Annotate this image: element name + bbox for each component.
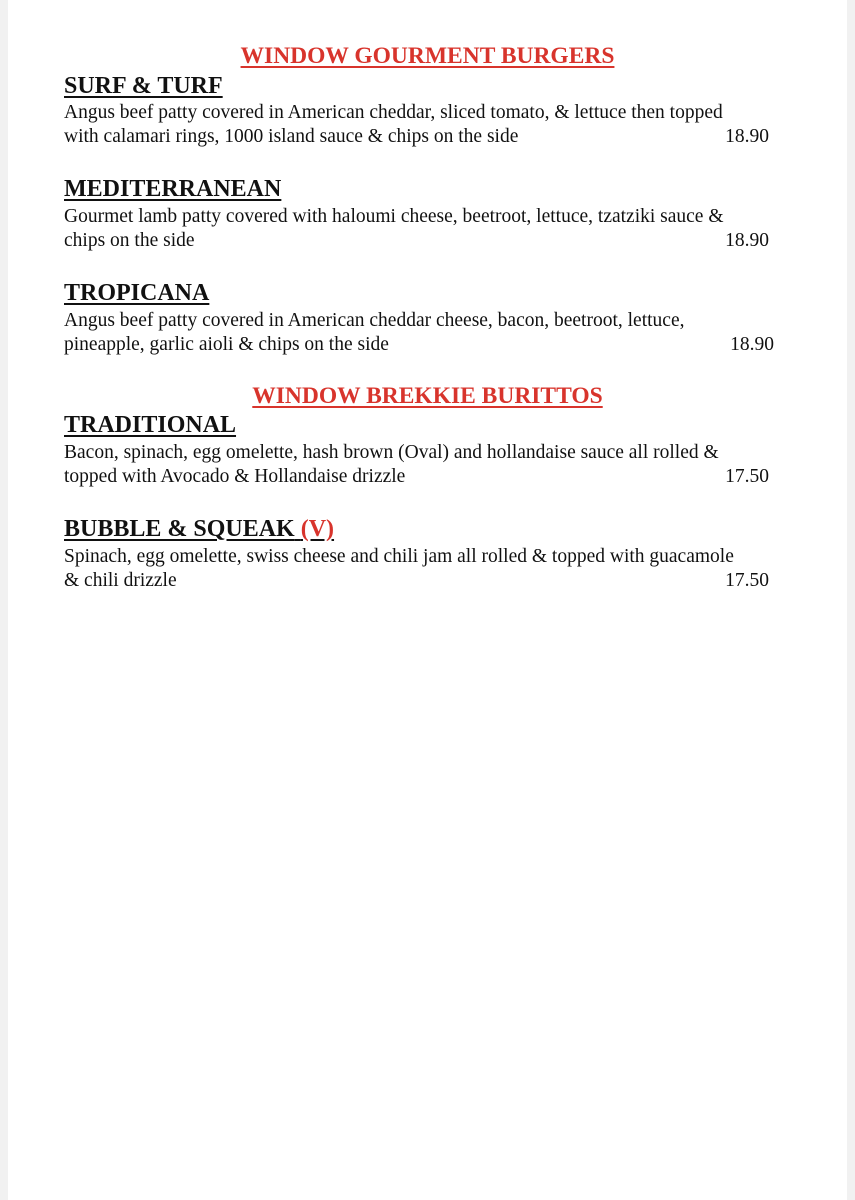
item-description-line1: Spinach, egg omelette, swiss cheese and chili jam all rolled & topped with guacamole <box>64 546 734 567</box>
item-name: TROPICANA <box>64 280 210 306</box>
item-description-line1: Bacon, spinach, egg omelette, hash brown (Oval) and hollandaise sauce all rolled & <box>64 442 719 463</box>
item-name: SURF & TURF <box>64 73 223 99</box>
section-title-burritos: WINDOW BREKKIE BURITTOS <box>252 383 603 409</box>
item-price: 18.90 <box>725 230 769 251</box>
item-price: 18.90 <box>725 126 769 147</box>
item-name-wrapper <box>64 515 334 543</box>
item-price: 18.90 <box>730 334 774 355</box>
item-description-line1: Angus beef patty covered in American cheddar cheese, bacon, beetroot, lettuce, <box>64 310 685 331</box>
item-description-line2: chips on the side <box>64 230 195 251</box>
item-price: 17.50 <box>725 466 769 487</box>
item-description-line2: & chili drizzle <box>64 570 177 591</box>
section-title-burgers: WINDOW GOURMENT BURGERS <box>240 43 615 69</box>
item-description-line2: with calamari rings, 1000 island sauce & chips on the side <box>64 126 519 147</box>
item-description-line2: pineapple, garlic aioli & chips on the side <box>64 334 389 355</box>
item-name: BUBBLE & SQUEAK <box>64 516 295 542</box>
item-description-line1: Gourmet lamb patty covered with haloumi cheese, beetroot, lettuce, tzatziki sauce & <box>64 206 724 227</box>
item-name: MEDITERRANEAN <box>64 176 282 202</box>
vegetarian-tag: (V) <box>300 516 335 542</box>
item-price: 17.50 <box>725 570 769 591</box>
item-description-line1: Angus beef patty covered in American cheddar, sliced tomato, & lettuce then topped <box>64 102 723 123</box>
item-name: TRADITIONAL <box>64 412 237 438</box>
menu-page <box>8 0 847 1200</box>
item-description-line2: topped with Avocado & Hollandaise drizzle <box>64 466 406 487</box>
